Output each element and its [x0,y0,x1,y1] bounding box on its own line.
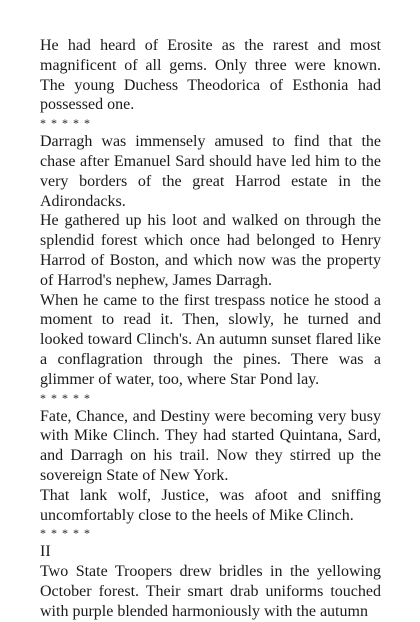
paragraph-trespass-notice: When he came to the first trespass notice he stood a moment to read it. Then, slowly, he turned and looked toward Clinch's. An autumn sunset flared like a conflagration through the pines. There was a glimmer of water, too, where Star Pond lay. [40,291,381,388]
section-separator: * * * * * [40,526,91,541]
paragraph-darragh-amused: Darragh was immensely amused to find that the chase after Emanuel Sard should have led him to the very borders of the great Harrod estate in the Adirondacks. [40,133,381,210]
chapter-heading: II [40,543,51,561]
document-page [40,36,381,622]
paragraph-loot: He gathered up his loot and walked on through the splendid forest which once had belonged to Henry Harrod of Boston, and which now was the property of Harrod's nephew, James Darragh. [40,212,381,289]
paragraph-state-troopers: Two State Troopers drew bridles in the yellowing October forest. Their smart drab uniforms touched with purple blended harmoniously with the autumn [40,563,381,620]
section-separator: * * * * * [40,390,91,405]
paragraph-fate-chance-destiny: Fate, Chance, and Destiny were becoming very busy with Mike Clinch. They had started Quintana, Sard, and Darragh on his trail. Now they stirred up the sovereign State of New York. [40,407,381,484]
section-separator: * * * * * [40,116,91,131]
paragraph-erosite: He had heard of Erosite as the rarest and most magnificent of all gems. Only three were known. The young Duchess Theodorica of Esthonia had possessed one. [40,37,381,114]
paragraph-justice: That lank wolf, Justice, was afoot and sniffing uncomfortably close to the heels of Mike Clinch. [40,486,381,524]
